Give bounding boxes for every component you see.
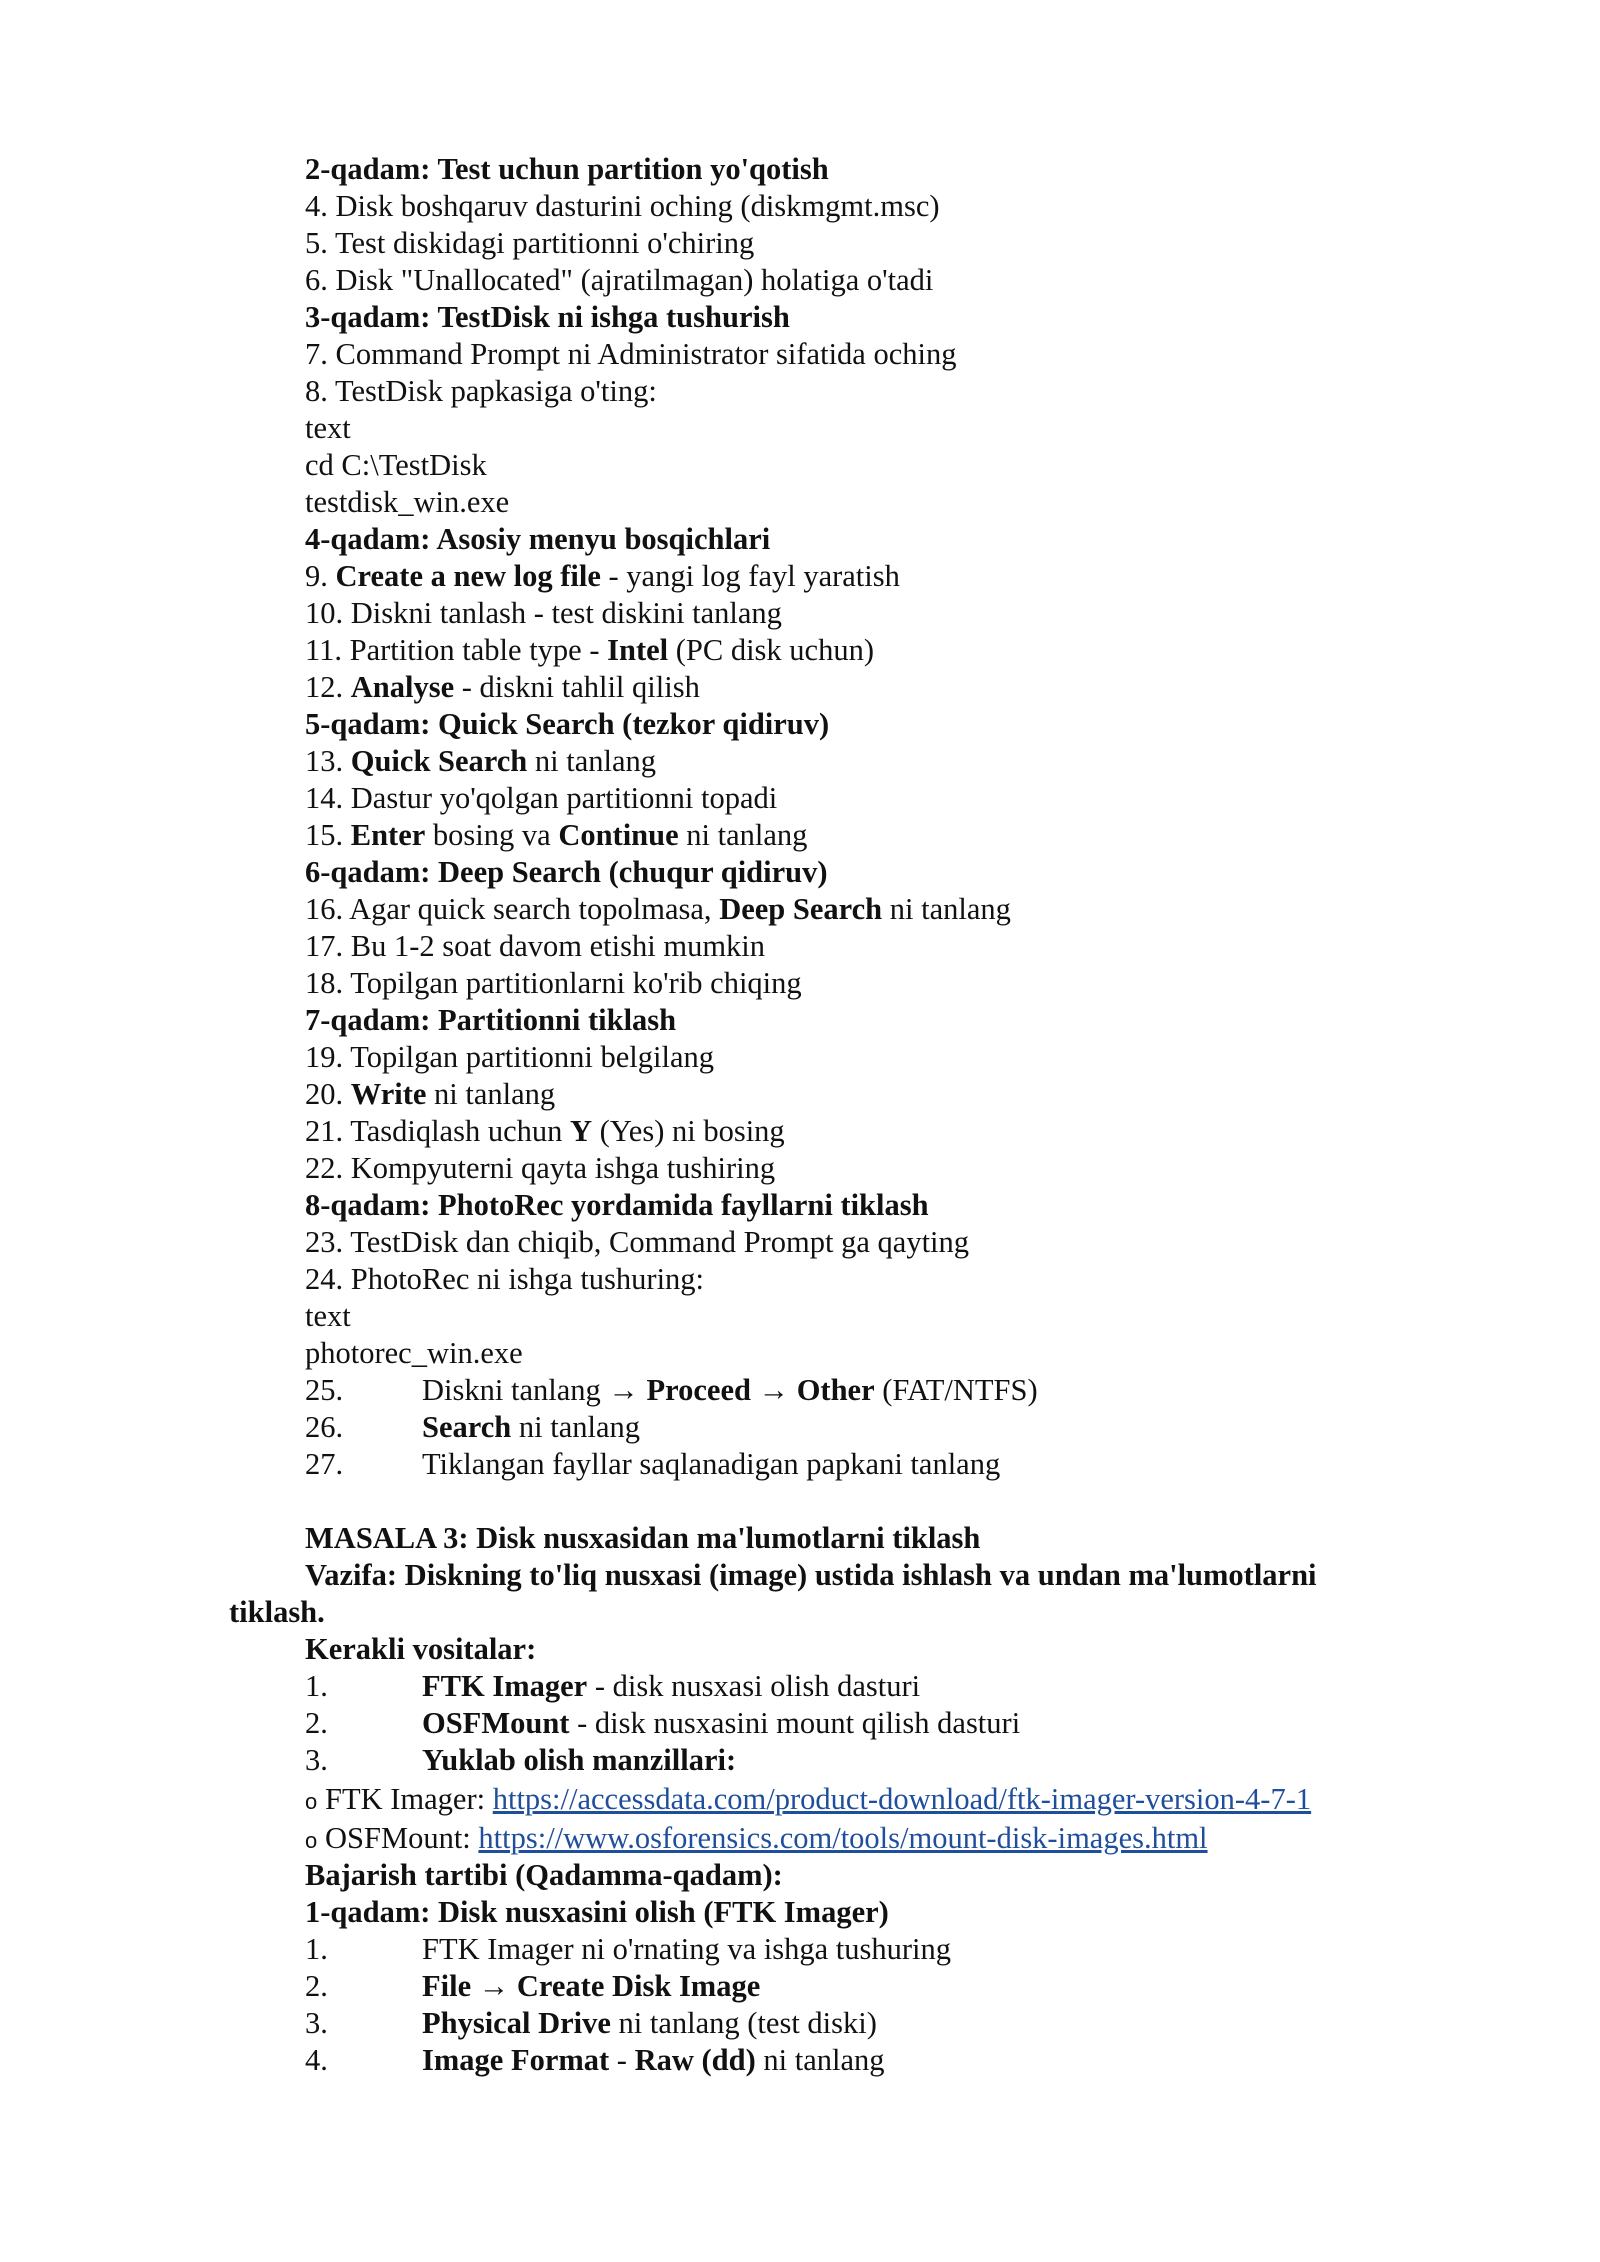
link-label: FTK Imager:: [325, 1782, 486, 1816]
line-number: 9.: [305, 559, 336, 593]
line-number: 2.: [305, 1969, 328, 2003]
bold-term: FTK Imager: [422, 1669, 588, 1703]
bold-term: Intel: [607, 633, 669, 667]
code-label: text: [305, 411, 351, 445]
line-number: 27.: [305, 1447, 344, 1481]
bold-term: Y: [570, 1114, 593, 1148]
download-link-item: [305, 1781, 1405, 1818]
line-text: ni tanlang (test diski): [610, 2006, 877, 2040]
arrow-glyph: →: [750, 1373, 797, 1407]
document-body: [229, 151, 1405, 2079]
bold-term: Yuklab olish manzillari:: [422, 1743, 737, 1777]
bold-term: Physical Drive: [422, 2006, 611, 2040]
procedure-item: [305, 1931, 1405, 1968]
step-line-5: 5. Test diskidagi partitionni o'chiring: [305, 226, 755, 260]
line-number: 20.: [305, 1077, 351, 1111]
line-text: - yangi log fayl yaratish: [600, 559, 900, 593]
bold-term: Search: [422, 1410, 512, 1444]
step7-heading: 7-qadam: Partitionni tiklash: [305, 1003, 677, 1037]
step-line-21: [305, 1113, 1405, 1150]
step5-heading: 5-qadam: Quick Search (tezkor qidiruv): [305, 707, 830, 741]
bold-term: Write: [350, 1077, 427, 1111]
section-title: MASALA 3: Disk nusxasidan ma'lumotlarni tiklash: [305, 1521, 981, 1555]
step3-heading: 3-qadam: TestDisk ni ishga tushurish: [305, 300, 790, 334]
procedure-item: [305, 1968, 1405, 2005]
step-line-7: 7. Command Prompt ni Administrator sifatida oching: [305, 337, 957, 371]
code-line: testdisk_win.exe: [305, 485, 510, 519]
line-number: 15.: [305, 818, 351, 852]
line-text: - diskni tahlil qilish: [454, 670, 700, 704]
bold-term: Analyse: [350, 670, 455, 704]
line-text: Tiklangan fayllar saqlanadigan papkani tanlang: [422, 1447, 1001, 1481]
line-number: 1.: [305, 1669, 328, 1703]
step-line-16: [305, 891, 1405, 928]
bold-term: Image Format: [422, 2043, 610, 2077]
line-text: 16. Agar quick search topolmasa,: [305, 892, 720, 926]
bullet-icon: o: [305, 1789, 318, 1814]
line-number: 25.: [305, 1373, 344, 1407]
osfmount-link[interactable]: https://www.osforensics.com/tools/mount-disk-images.html: [478, 1821, 1208, 1855]
step-line-17: 17. Bu 1-2 soat davom etishi mumkin: [305, 929, 766, 963]
step2-heading: 2-qadam: Test uchun partition yo'qotish: [305, 152, 829, 186]
step-line-15: [305, 817, 1405, 854]
step-line-18: 18. Topilgan partitionlarni ko'rib chiqing: [305, 966, 802, 1000]
procedure-item: [305, 2005, 1405, 2042]
step8-heading: 8-qadam: PhotoRec yordamida fayllarni tiklash: [305, 1188, 929, 1222]
bullet-icon: o: [305, 1828, 318, 1853]
bold-term: Quick Search: [350, 744, 528, 778]
bold-term: Enter: [350, 818, 426, 852]
step-line-10: 10. Diskni tanlash - test diskini tanlang: [305, 596, 782, 630]
link-label: OSFMount:: [325, 1821, 471, 1855]
line-text: 21. Tasdiqlash uchun: [305, 1114, 570, 1148]
step-line-11: [305, 632, 1405, 669]
order-heading: Bajarish tartibi (Qadamma-qadam):: [305, 1858, 783, 1892]
step-line-12: [305, 669, 1405, 706]
bold-term: Create a new log file: [335, 559, 601, 593]
step-line-22: 22. Kompyuterni qayta ishga tushiring: [305, 1151, 776, 1185]
step-line-26: [305, 1409, 1405, 1446]
step-line-9: [305, 558, 1405, 595]
step4-heading: 4-qadam: Asosiy menyu bosqichlari: [305, 522, 771, 556]
step6-heading: 6-qadam: Deep Search (chuqur qidiruv): [305, 855, 828, 889]
tool-item: [305, 1668, 1405, 1705]
step-line-13: [305, 743, 1405, 780]
bold-term: Continue: [558, 818, 679, 852]
line-text: bosing va: [425, 818, 559, 852]
step-line-19: 19. Topilgan partitionni belgilang: [305, 1040, 714, 1074]
line-text: (FAT/NTFS): [874, 1373, 1038, 1407]
code-line: photorec_win.exe: [305, 1336, 523, 1370]
step1-heading: 1-qadam: Disk nusxasini olish (FTK Imager): [305, 1895, 889, 1929]
line-text: ni tanlang: [882, 892, 1011, 926]
line-number: 3.: [305, 2006, 328, 2040]
line-text: - disk nusxasi olish dasturi: [587, 1669, 921, 1703]
step-line-25: [305, 1372, 1405, 1409]
bold-term: Raw (dd): [634, 2043, 756, 2077]
step-line-4: 4. Disk boshqaruv dasturini oching (diskmgmt.msc): [305, 189, 940, 223]
line-text: (Yes) ni bosing: [592, 1114, 785, 1148]
step-line-20: [305, 1076, 1405, 1113]
tool-item: [305, 1705, 1405, 1742]
spacer: [305, 1483, 1405, 1520]
step-line-6: 6. Disk "Unallocated" (ajratilmagan) holatiga o'tadi: [305, 263, 934, 297]
line-number: 1.: [305, 1932, 328, 1966]
bold-term: Other: [796, 1373, 875, 1407]
step-line-27: [305, 1446, 1405, 1483]
step-line-23: 23. TestDisk dan chiqib, Command Prompt ga qayting: [305, 1225, 970, 1259]
line-text: ni tanlang: [755, 2043, 885, 2077]
code-line: cd C:\TestDisk: [305, 448, 487, 482]
line-number: 26.: [305, 1410, 344, 1444]
line-number: 3.: [305, 1743, 328, 1777]
line-number: 4.: [305, 2043, 328, 2077]
tools-heading: Kerakli vositalar:: [305, 1632, 537, 1666]
line-text: ni tanlang: [678, 818, 808, 852]
line-text: 11. Partition table type -: [305, 633, 608, 667]
bold-term: File → Create Disk Image: [422, 1969, 761, 2003]
step-line-24: 24. PhotoRec ni ishga tushuring:: [305, 1262, 705, 1296]
line-text: ni tanlang: [426, 1077, 556, 1111]
bold-term: Proceed: [646, 1373, 751, 1407]
line-text: ni tanlang: [527, 744, 657, 778]
line-text: Diskni tanlang →: [422, 1373, 647, 1407]
line-number: 13.: [305, 744, 351, 778]
line-text: FTK Imager ni o'rnating va ishga tushuring: [422, 1932, 951, 1966]
tool-item: [305, 1742, 1405, 1779]
line-number: 12.: [305, 670, 351, 704]
step-line-8: 8. TestDisk papkasiga o'ting:: [305, 374, 657, 408]
procedure-item: [305, 2042, 1405, 2079]
line-text: ni tanlang: [511, 1410, 640, 1444]
line-text: (PC disk uchun): [668, 633, 874, 667]
line-number: 2.: [305, 1706, 328, 1740]
download-link-item: [305, 1820, 1405, 1857]
code-label: text: [305, 1299, 351, 1333]
task-paragraph: Vazifa: Diskning to'liq nusxasi (image) ustida ishlash va undan ma'lumotlarni tiklash.: [229, 1558, 1317, 1629]
line-text: -: [609, 2043, 635, 2077]
step-line-14: 14. Dastur yo'qolgan partitionni topadi: [305, 781, 778, 815]
ftk-imager-link[interactable]: https://accessdata.com/product-download/ftk-imager-version-4-7-1: [492, 1782, 1312, 1816]
line-text: - disk nusxasini mount qilish dasturi: [569, 1706, 1021, 1740]
bold-term: Deep Search: [719, 892, 883, 926]
bold-term: OSFMount: [422, 1706, 570, 1740]
